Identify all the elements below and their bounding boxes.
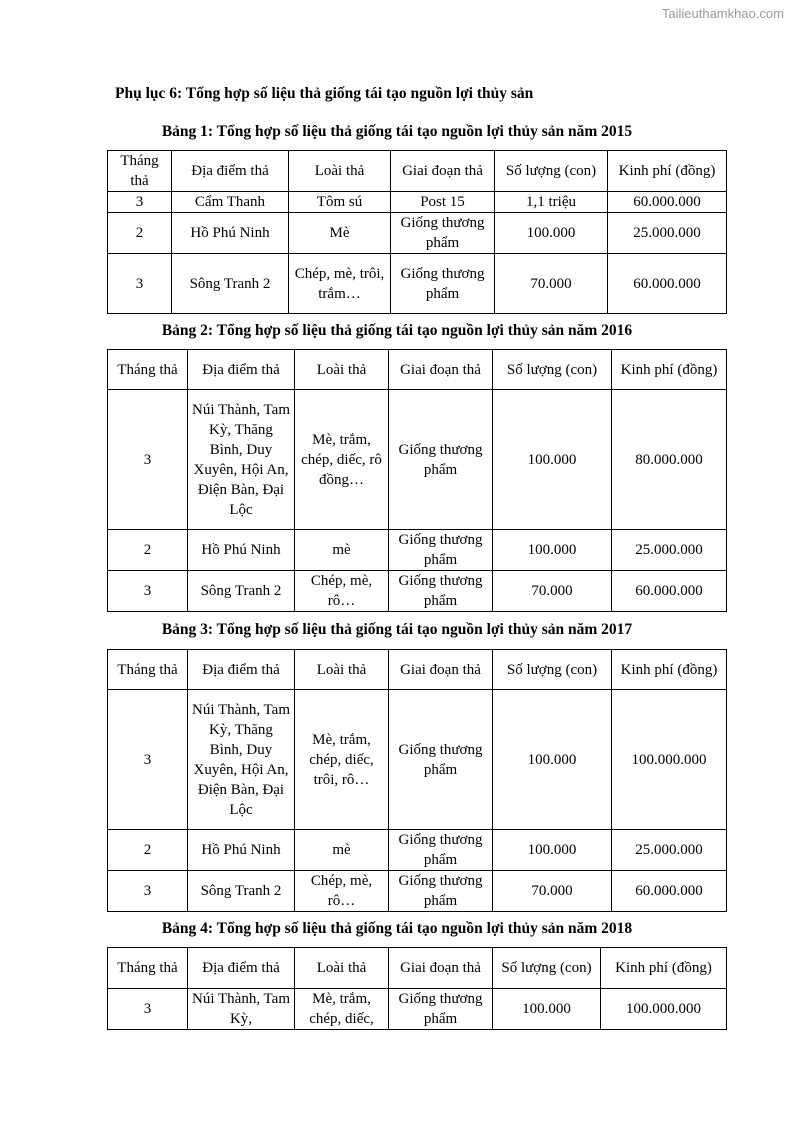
table-2-caption: Bảng 2: Tổng hợp số liệu thả giống tái tạo nguồn lợi thủy sản năm 2016 (161, 322, 633, 339)
header-quantity: Số lượng (con) (493, 948, 601, 989)
table-row (108, 571, 727, 612)
table-row (108, 690, 727, 830)
cell-species: Chép, mè, rô… (295, 571, 389, 612)
header-stage: Giai đoạn thả (389, 948, 493, 989)
table-2018 (107, 947, 727, 1030)
table-header-row (108, 151, 727, 192)
cell-stage: Giống thương phẩm (389, 830, 493, 871)
cell-stage: Giống thương phẩm (389, 989, 493, 1030)
cell-quantity: 70.000 (495, 254, 608, 314)
header-location: Địa điểm thả (188, 650, 295, 690)
cell-cost: 100.000.000 (601, 989, 727, 1030)
table-4-caption: Bảng 4: Tổng hợp số liệu thả giống tái tạo nguồn lợi thủy sản năm 2018 (161, 920, 633, 937)
header-species: Loài thả (295, 350, 389, 390)
cell-location: Sông Tranh 2 (188, 571, 295, 612)
cell-cost: 60.000.000 (608, 192, 727, 213)
cell-month: 2 (108, 830, 188, 871)
cell-location: Cẩm Thanh (172, 192, 289, 213)
header-species: Loài thả (289, 151, 391, 192)
cell-species: Mè, trắm, chép, diếc, trôi, rô… (295, 690, 389, 830)
table-2015 (107, 150, 727, 314)
cell-cost: 100.000.000 (612, 690, 727, 830)
cell-quantity: 100.000 (493, 530, 612, 571)
table-2016 (107, 349, 727, 612)
cell-stage: Giống thương phẩm (391, 213, 495, 254)
cell-quantity: 100.000 (493, 390, 612, 530)
cell-quantity: 100.000 (493, 830, 612, 871)
table-1-caption: Bảng 1: Tổng hợp số liệu thả giống tái tạo nguồn lợi thủy sản năm 2015 (161, 123, 633, 140)
cell-location: Sông Tranh 2 (172, 254, 289, 314)
header-stage: Giai đoạn thả (389, 350, 493, 390)
cell-month: 3 (108, 390, 188, 530)
header-location: Địa điểm thả (188, 948, 295, 989)
cell-stage: Giống thương phẩm (389, 530, 493, 571)
cell-cost: 60.000.000 (612, 871, 727, 912)
cell-month: 3 (108, 571, 188, 612)
header-cost: Kinh phí (đồng) (601, 948, 727, 989)
cell-cost: 25.000.000 (608, 213, 727, 254)
cell-species: Mè (289, 213, 391, 254)
cell-species: Tôm sú (289, 192, 391, 213)
header-stage: Giai đoạn thả (389, 650, 493, 690)
header-quantity: Số lượng (con) (493, 350, 612, 390)
table-header-row (108, 350, 727, 390)
table-2017 (107, 649, 727, 912)
cell-cost: 60.000.000 (612, 571, 727, 612)
cell-quantity: 70.000 (493, 871, 612, 912)
appendix-title: Phụ lục 6: Tổng hợp số liệu thả giống tái tạo nguồn lợi thủy sản (115, 85, 534, 102)
cell-location: Hồ Phú Ninh (188, 530, 295, 571)
cell-month: 3 (108, 871, 188, 912)
header-species: Loài thả (295, 650, 389, 690)
cell-location: Hồ Phú Ninh (188, 830, 295, 871)
table-row (108, 192, 727, 213)
table-row (108, 213, 727, 254)
header-stage: Giai đoạn thả (391, 151, 495, 192)
cell-species: Mè, trắm, chép, diếc, rô đồng… (295, 390, 389, 530)
header-quantity: Số lượng (con) (495, 151, 608, 192)
cell-location: Sông Tranh 2 (188, 871, 295, 912)
cell-quantity: 70.000 (493, 571, 612, 612)
table-header-row (108, 948, 727, 989)
cell-location: Núi Thành, Tam Kỳ, Thăng Bình, Duy Xuyên, Hội An, Điện Bàn, Đại Lộc (188, 690, 295, 830)
table-row (108, 830, 727, 871)
table-header-row (108, 650, 727, 690)
cell-stage: Giống thương phẩm (389, 690, 493, 830)
cell-cost: 60.000.000 (608, 254, 727, 314)
cell-location: Núi Thành, Tam Kỳ, (188, 989, 295, 1030)
header-month: Tháng thả (108, 650, 188, 690)
cell-quantity: 1,1 triệu (495, 192, 608, 213)
header-cost: Kinh phí (đồng) (612, 650, 727, 690)
cell-cost: 25.000.000 (612, 830, 727, 871)
cell-month: 3 (108, 690, 188, 830)
table-row (108, 530, 727, 571)
header-month: Tháng thả (108, 151, 172, 192)
table-row (108, 871, 727, 912)
cell-month: 3 (108, 989, 188, 1030)
table-row (108, 989, 727, 1030)
header-location: Địa điểm thả (188, 350, 295, 390)
cell-species: mè (295, 530, 389, 571)
header-quantity: Số lượng (con) (493, 650, 612, 690)
cell-species: mè (295, 830, 389, 871)
cell-cost: 25.000.000 (612, 530, 727, 571)
cell-cost: 80.000.000 (612, 390, 727, 530)
header-month: Tháng thả (108, 350, 188, 390)
cell-stage: Giống thương phẩm (391, 254, 495, 314)
watermark: Tailieuthamkhao.com (661, 6, 784, 21)
cell-month: 3 (108, 254, 172, 314)
cell-location: Núi Thành, Tam Kỳ, Thăng Bình, Duy Xuyên, Hội An, Điện Bàn, Đại Lộc (188, 390, 295, 530)
header-cost: Kinh phí (đồng) (608, 151, 727, 192)
table-3-caption: Bảng 3: Tổng hợp số liệu thả giống tái tạo nguồn lợi thủy sản năm 2017 (161, 621, 633, 638)
cell-species: Chép, mè, trôi, trắm… (289, 254, 391, 314)
cell-quantity: 100.000 (493, 690, 612, 830)
cell-species: Mè, trắm, chép, diếc, (295, 989, 389, 1030)
cell-month: 2 (108, 530, 188, 571)
cell-stage: Post 15 (391, 192, 495, 213)
cell-month: 3 (108, 192, 172, 213)
cell-quantity: 100.000 (495, 213, 608, 254)
header-month: Tháng thả (108, 948, 188, 989)
cell-stage: Giống thương phẩm (389, 571, 493, 612)
table-row (108, 254, 727, 314)
cell-location: Hồ Phú Ninh (172, 213, 289, 254)
header-location: Địa điểm thả (172, 151, 289, 192)
header-species: Loài thả (295, 948, 389, 989)
cell-stage: Giống thương phẩm (389, 390, 493, 530)
cell-species: Chép, mè, rô… (295, 871, 389, 912)
header-cost: Kinh phí (đồng) (612, 350, 727, 390)
cell-stage: Giống thương phẩm (389, 871, 493, 912)
cell-month: 2 (108, 213, 172, 254)
cell-quantity: 100.000 (493, 989, 601, 1030)
table-row (108, 390, 727, 530)
